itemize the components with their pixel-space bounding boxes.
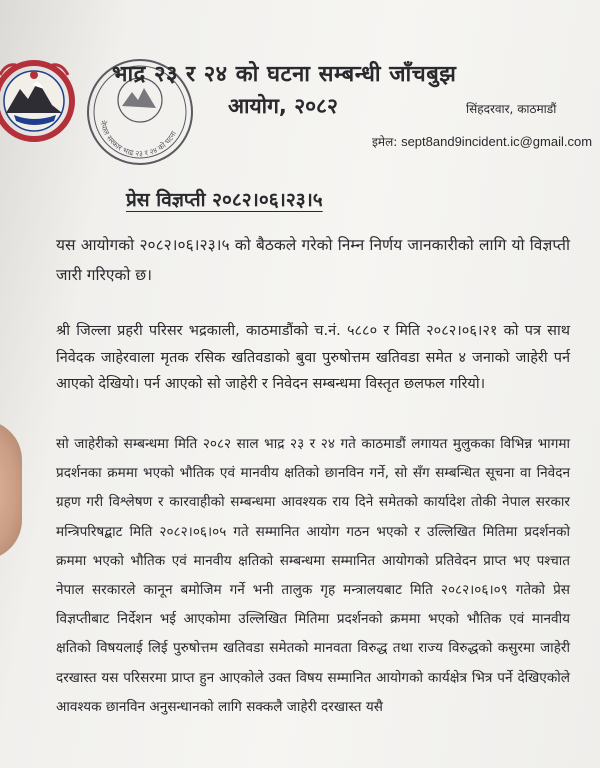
nepal-emblem-icon [0,55,76,147]
paragraph-details: सो जाहेरीको सम्बन्धमा मिति २०८२ साल भाद्र २३ र २४ गते काठमाडौं लगायत मुलुकका विभिन्न भागमा प्रदर्शनका क्रममा भएको भौतिक एवं मानवीय क्षतिको छानविन गर्ने, सो सँग सम्बन्धित सूचना वा निवेदन ग्रहण गरी विश्लेषण र कारवाहीको सम्बन्धमा आवश्यक राय दिने समेतको कार्यादेश तोकी नेपाल सरकार मन्त्रिपरिषद्बाट मिति २०८२।०६।०५ गते सम्मानित आयोग गठन भएको र उल्लिखित मितिमा प्रदर्शनको क्रममा भएको भौतिक एवं मानवीय क्षतिको सम्बन्धमा सम्मानित आयोगको प्रतिवेदन प्राप्त भए पश्चात नेपाल सरकारले कानून बमोजिम गर्ने भनी तालुक गृह मन्त्रालयबाट मिति २०८२।०६।०९ गतेको प्रेस विज्ञप्तीबाट निर्देशन भई आएकोमा उल्लिखित मितिमा प्रदर्शनको क्रममा भएको भौतिक एवं मानवीय क्षतिको विषयलाई लिई पुरुषोत्तम खतिवडा समेतको मानवता विरुद्ध तथा राज्य विरुद्धको कसुरमा जाहेरी दरखास्त यस परिसरमा प्राप्त हुन आएकोले उक्त विषय सम्मानित आयोगको कार्यक्षेत्र भित्र पर्ने देखिएकोले आवश्यक छानविन अनुसन्धानको लागि सक्कलै जाहेरी दरखास्त यसै [56,436,570,715]
holding-thumb [0,420,22,560]
email-address[interactable]: sept8and9incident.ic@gmail.com [401,134,593,149]
email-line [372,133,592,150]
paragraph-intro: यस आयोगको २०८२।०६।२३।५ को बैठकले गरेको निम्न निर्णय जानकारीको लागि यो विज्ञप्ती जारी गरिएको छ। [56,236,570,284]
office-location: सिंहदरवार, काठमाडौं [466,102,557,116]
commission-title-line2: आयोग, २०८२ [228,94,338,118]
commission-title-line1: भाद्र २३ र २४ को घटना सम्बन्धी जाँचबुझ [112,62,457,87]
email-label: इमेल: [372,135,398,149]
svg-text:नेपाल सरकार भाद्र २३ र २४ को घ: नेपाल सरकार भाद्र २३ र २४ को घटना [98,119,179,159]
paragraph-complaint: श्री जिल्ला प्रहरी परिसर भद्रकाली, काठमाडौंको च.नं. ५८८० र मिति २०८२।०६।२१ को पत्र साथ निवेदक जाहेरवाला मृतक रसिक खतिवडाको बुवा पुरुषोत्तम खतिवडा समेत ४ जनाको जाहेरी पर्न आएको देखियो। पर्न आएको सो जाहेरी र निवेदन सम्बन्धमा विस्तृत छलफल गरियो। [56,323,570,392]
press-release-title: प्रेस विज्ञप्ती २०८२।०६।२३।५ [126,189,323,211]
